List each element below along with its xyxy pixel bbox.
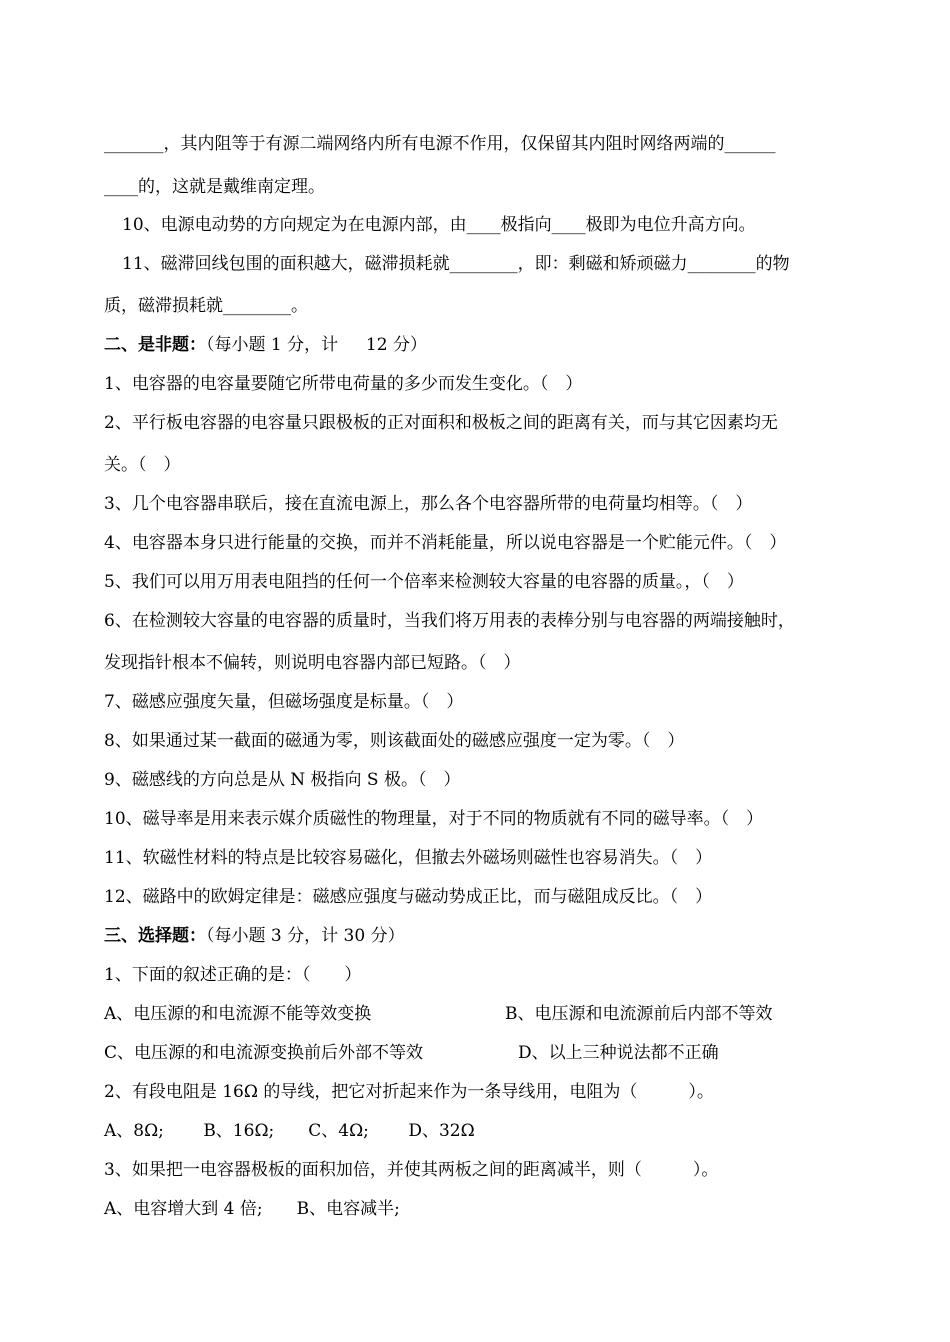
tf-q3: 3、几个电容器串联后，接在直流电源上，那么各个电容器所带的电荷量均相等。（ ） (104, 494, 753, 514)
choice-q1-option-a: A、电压源的和电流源不能等效变换 (104, 1004, 372, 1024)
choice-q1-option-c: C、电压源的和电流源变换前后外部不等效 (104, 1043, 424, 1063)
section-note: （每小题 3 分，计 30 分） (206, 926, 405, 946)
tf-q4: 4、电容器本身只进行能量的交换，而并不消耗能量，所以说电容器是一个贮能元件。（ ） (104, 533, 787, 553)
section-title: 三、选择题： (104, 926, 206, 946)
choice-q1: 1、下面的叙述正确的是：（ ） (104, 965, 362, 985)
fill-in-q11-line1: 11、磁滞回线包围的面积越大，磁滞损耗就________，即：剩磁和矫顽磁力________的物 (122, 254, 790, 274)
tf-q7: 7、磁感应强度矢量，但磁场强度是标量。（ ） (104, 692, 464, 712)
section-true-false-heading (104, 334, 427, 356)
fill-in-q11-line2: 质，磁滞损耗就________。 (104, 296, 308, 316)
tf-q2-line1: 2、平行板电容器的电容量只跟极板的正对面积和极板之间的距离有关，而与其它因素均无 (104, 413, 778, 433)
section-note: （每小题 1 分，计 12 分） (206, 335, 427, 355)
section-title: 二、是非题： (104, 335, 206, 355)
fill-in-q9-line2: ____的，这就是戴维南定理。 (104, 177, 325, 197)
choice-q2-options: A、8Ω; B、16Ω; C、4Ω; D、32Ω (104, 1121, 475, 1141)
tf-q6-line2: 发现指针根本不偏转，则说明电容器内部已短路。（ ） (104, 653, 521, 673)
choice-q3: 3、如果把一电容器极板的面积加倍，并使其两板之间的距离减半，则（ ）。 (104, 1160, 719, 1180)
tf-q12: 12、磁路中的欧姆定律是：磁感应强度与磁动势成正比，而与磁阻成反比。（ ） (104, 887, 713, 907)
tf-q9: 9、磁感线的方向总是从 N 极指向 S 极。（ ） (104, 770, 461, 790)
fill-in-q9-line1: _______，其内阻等于有源二端网络内所有电源不作用，仅保留其内阻时网络两端的______ (104, 134, 776, 154)
tf-q10: 10、磁导率是用来表示媒介质磁性的物理量，对于不同的物质就有不同的磁导率。（ ） (104, 809, 764, 829)
tf-q6-line1: 6、在检测较大容量的电容器的质量时，当我们将万用表的表棒分别与电容器的两端接触时， (104, 611, 795, 631)
tf-q5: 5、我们可以用万用表电阻挡的任何一个倍率来检测较大容量的电容器的质量。，（ ） (104, 572, 744, 592)
section-choice-heading (104, 925, 405, 947)
tf-q1: 1、电容器的电容量要随它所带电荷量的多少而发生变化。（ ） (104, 374, 583, 394)
tf-q2-line2: 关。（ ） (104, 455, 181, 475)
choice-q1-option-d: D、以上三种说法都不正确 (518, 1043, 719, 1063)
tf-q8: 8、如果通过某一截面的磁通为零，则该截面处的磁感应强度一定为零。（ ） (104, 731, 685, 751)
choice-q1-option-b: B、电压源和电流源前后内部不等效 (505, 1004, 773, 1024)
fill-in-q10: 10、电源电动势的方向规定为在电源内部，由____极指向____极即为电位升高方向。 (122, 215, 756, 235)
choice-q3-options: A、电容增大到 4 倍; B、电容减半; (104, 1199, 400, 1219)
tf-q11: 11、软磁性材料的特点是比较容易磁化，但撤去外磁场则磁性也容易消失。（ ） (104, 848, 713, 868)
choice-q2: 2、有段电阻是 16Ω 的导线，把它对折起来作为一条导线用，电阻为（ ）。 (104, 1082, 714, 1102)
